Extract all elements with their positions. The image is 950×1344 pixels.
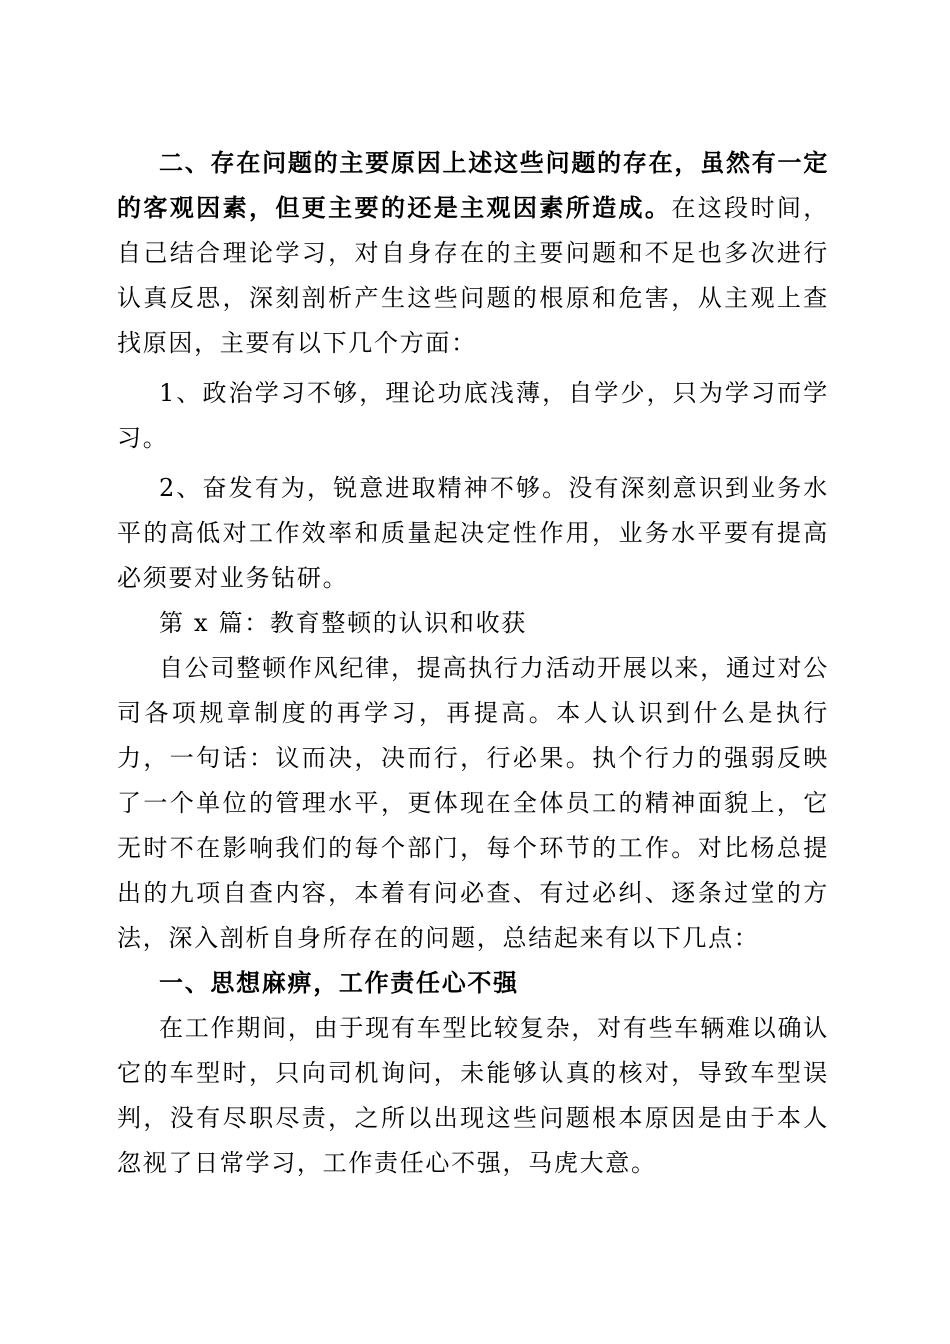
heading-one-body: 在工作期间，由于现有车型比较复杂，对有些车辆难以确认它的车型时，只向司机询问，未能够认真的核对，导致车型误判，没有尽职尽责，之所以出现这些问题根本原因是由于本人忽视了日常学习，工作责任心不强，马虎大意。 <box>117 1014 829 1177</box>
item-two-paragraph: 2、奋发有为，锐意进取精神不够。没有深刻意识到业务水平的高低对工作效率和质量起决定性作用，业务水平要有提高必须要对业务钻研。 <box>117 474 829 592</box>
item-one-paragraph: 1、政治学习不够，理论功底浅薄，自学少，只为学习而学习。 <box>117 379 829 452</box>
document-body <box>117 141 829 1186</box>
intro-paragraph: 自公司整顿作风纪律，提高执行力活动开展以来，通过对公司各项规章制度的再学习，再提高。本人认识到什么是执行力，一句话：议而决，决而行，行必果。执个行力的强弱反映了一个单位的管理水平，更体现在全体员工的精神面貌上，它无时不在影响我们的每个部门，每个环节的工作。对比杨总提出的九项自查内容，本着有问必查、有过必纠、逐条过堂的方法，深入剖析自身所存在的问题，总结起来有以下几点： <box>117 654 829 952</box>
section-two-paragraph <box>117 141 829 366</box>
section-two-heading: 二、存在问题的主要原因上述这些问题的存在，虽然有一定的客观因素，但更主要的还是主观因素所造成。 <box>117 149 829 222</box>
section-two-body: 在这段时间，自己结合理论学习，对自身存在的主要问题和不足也多次进行认真反思，深刻剖析产生这些问题的根原和危害，从主观上查找原因，主要有以下几个方面： <box>117 194 829 357</box>
heading-one: 一、思想麻痹，工作责任心不强 <box>159 969 519 997</box>
chapter-title: 第 x 篇：教育整顿的认识和收获 <box>159 609 527 637</box>
